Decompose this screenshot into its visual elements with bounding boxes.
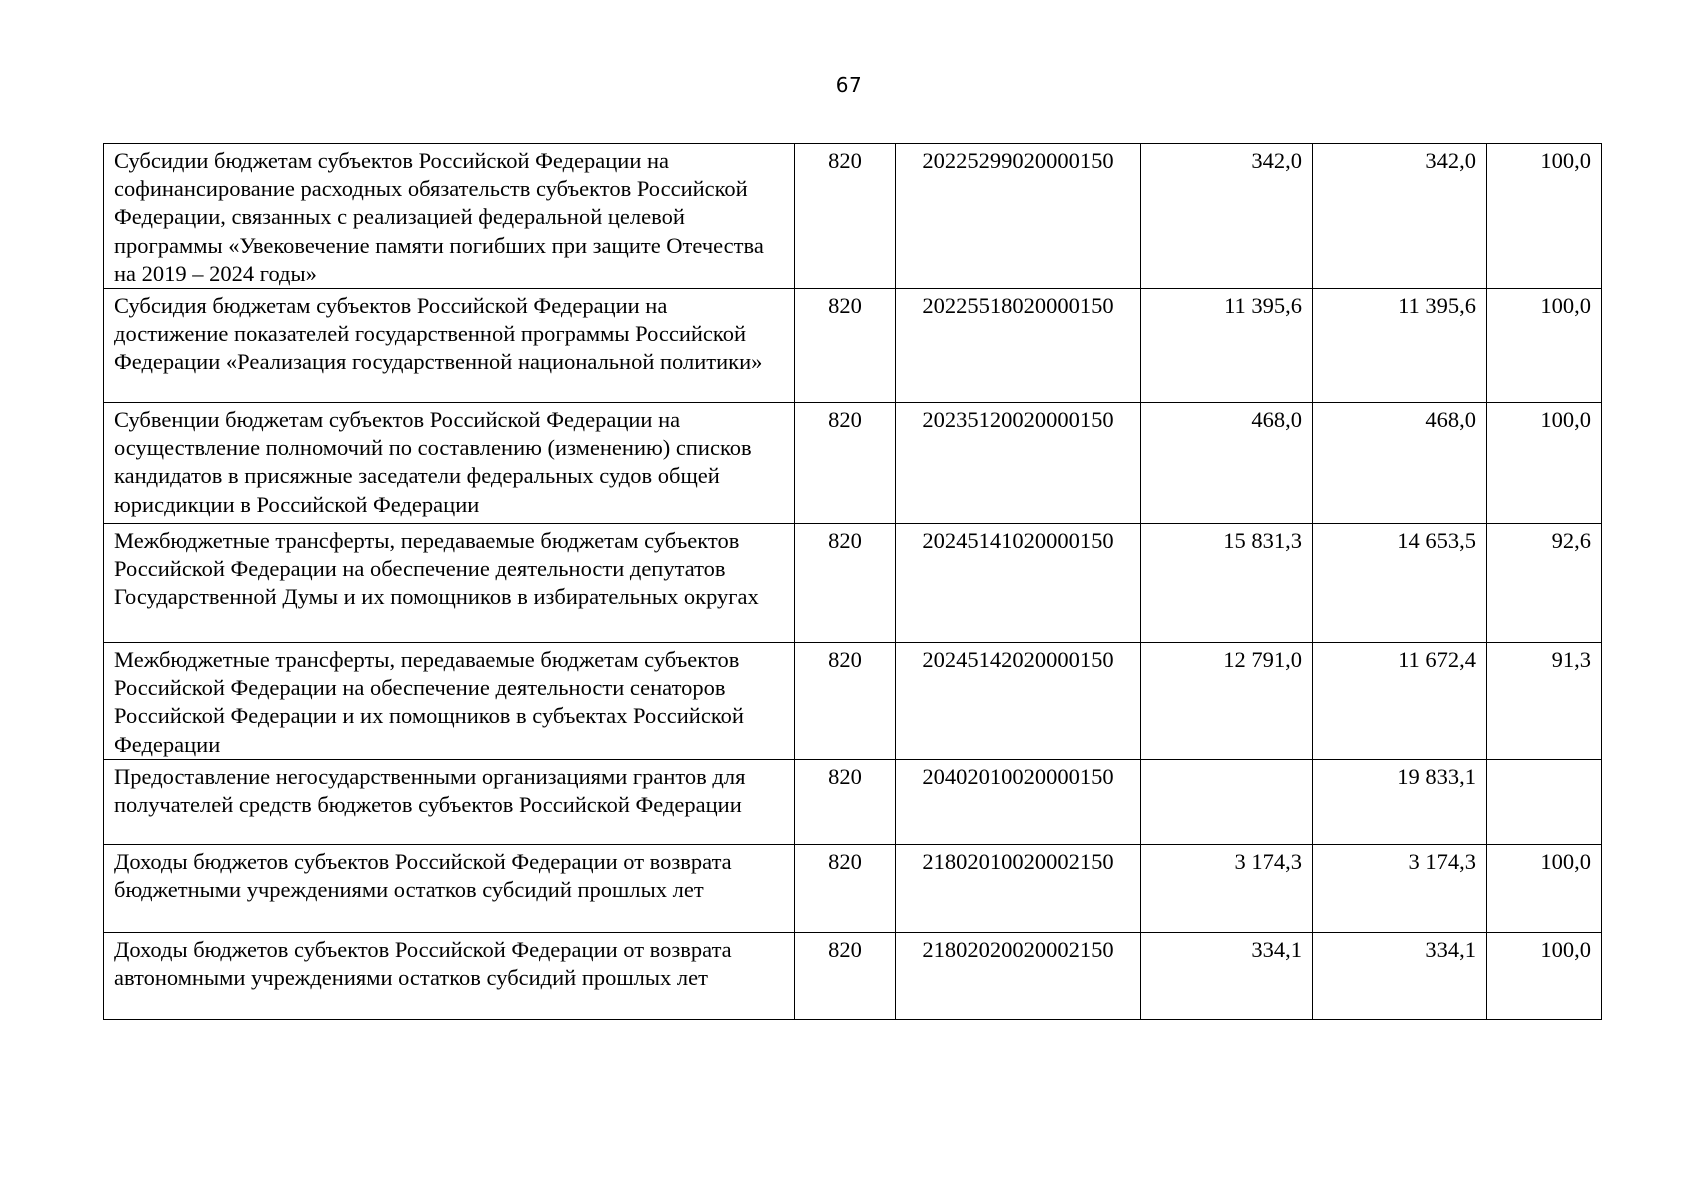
plan-amount-cell: 3 174,3: [1141, 844, 1313, 932]
budget-code-cell: 20245142020000150: [896, 643, 1141, 760]
fact-amount-cell: 334,1: [1313, 932, 1487, 1019]
fact-amount-cell: 11 395,6: [1313, 289, 1487, 403]
budget-code-cell: 21802020020002150: [896, 932, 1141, 1019]
fact-amount-cell: 11 672,4: [1313, 643, 1487, 760]
budget-code-cell: 20245141020000150: [896, 524, 1141, 643]
percent-cell: 100,0: [1487, 289, 1602, 403]
admin-code-cell: 820: [795, 844, 896, 932]
percent-cell: 91,3: [1487, 643, 1602, 760]
revenue-name-cell: Субсидия бюджетам субъектов Российской Федерации на достижение показателей государственной программы Российской Федерации «Реализация государственной национальной политики»: [104, 289, 795, 403]
revenue-name-cell: Межбюджетные трансферты, передаваемые бюджетам субъектов Российской Федерации на обеспечение деятельности сенаторов Российской Федерации и их помощников в субъектах Российской Федерации: [104, 643, 795, 760]
table-row: [104, 932, 1602, 1019]
plan-amount-cell: 334,1: [1141, 932, 1313, 1019]
plan-amount-cell: 12 791,0: [1141, 643, 1313, 760]
admin-code-cell: 820: [795, 643, 896, 760]
table-row: [104, 844, 1602, 932]
plan-amount-cell: 468,0: [1141, 403, 1313, 524]
admin-code-cell: 820: [795, 403, 896, 524]
page-number: 67: [835, 73, 863, 97]
admin-code-cell: 820: [795, 524, 896, 643]
admin-code-cell: 820: [795, 289, 896, 403]
admin-code-cell: 820: [795, 144, 896, 289]
percent-cell: 100,0: [1487, 403, 1602, 524]
admin-code-cell: 820: [795, 932, 896, 1019]
budget-code-cell: 20225299020000150: [896, 144, 1141, 289]
revenue-name-cell: Субсидии бюджетам субъектов Российской Федерации на софинансирование расходных обязательств субъектов Российской Федерации, связанных с реализацией федеральной целевой программы «Увековечение памяти погибших при защите Отечества на 2019 – 2024 годы»: [104, 144, 795, 289]
percent-cell: 92,6: [1487, 524, 1602, 643]
plan-amount-cell: 342,0: [1141, 144, 1313, 289]
table-row: [104, 759, 1602, 844]
revenue-name-cell: Доходы бюджетов субъектов Российской Федерации от возврата автономными учреждениями остатков субсидий прошлых лет: [104, 932, 795, 1019]
fact-amount-cell: 468,0: [1313, 403, 1487, 524]
plan-amount-cell: 15 831,3: [1141, 524, 1313, 643]
revenue-name-cell: Предоставление негосударственными организациями грантов для получателей средств бюджетов субъектов Российской Федерации: [104, 759, 795, 844]
budget-revenue-table: [103, 143, 1602, 1020]
budget-code-cell: 20235120020000150: [896, 403, 1141, 524]
revenue-name-cell: Доходы бюджетов субъектов Российской Федерации от возврата бюджетными учреждениями остатков субсидий прошлых лет: [104, 844, 795, 932]
plan-amount-cell: 11 395,6: [1141, 289, 1313, 403]
revenue-name-cell: Межбюджетные трансферты, передаваемые бюджетам субъектов Российской Федерации на обеспечение деятельности депутатов Государственной Думы и их помощников в избирательных округах: [104, 524, 795, 643]
table-row: [104, 403, 1602, 524]
fact-amount-cell: 342,0: [1313, 144, 1487, 289]
fact-amount-cell: 3 174,3: [1313, 844, 1487, 932]
plan-amount-cell: [1141, 759, 1313, 844]
table-row: [104, 144, 1602, 289]
fact-amount-cell: 19 833,1: [1313, 759, 1487, 844]
percent-cell: 100,0: [1487, 844, 1602, 932]
percent-cell: [1487, 759, 1602, 844]
budget-code-cell: 21802010020002150: [896, 844, 1141, 932]
table-row: [104, 643, 1602, 760]
fact-amount-cell: 14 653,5: [1313, 524, 1487, 643]
percent-cell: 100,0: [1487, 144, 1602, 289]
table-row: [104, 524, 1602, 643]
admin-code-cell: 820: [795, 759, 896, 844]
budget-code-cell: 20402010020000150: [896, 759, 1141, 844]
budget-code-cell: 20225518020000150: [896, 289, 1141, 403]
percent-cell: 100,0: [1487, 932, 1602, 1019]
revenue-name-cell: Субвенции бюджетам субъектов Российской Федерации на осуществление полномочий по составлению (изменению) списков кандидатов в присяжные заседатели федеральных судов общей юрисдикции в Российской Федерации: [104, 403, 795, 524]
table-row: [104, 289, 1602, 403]
